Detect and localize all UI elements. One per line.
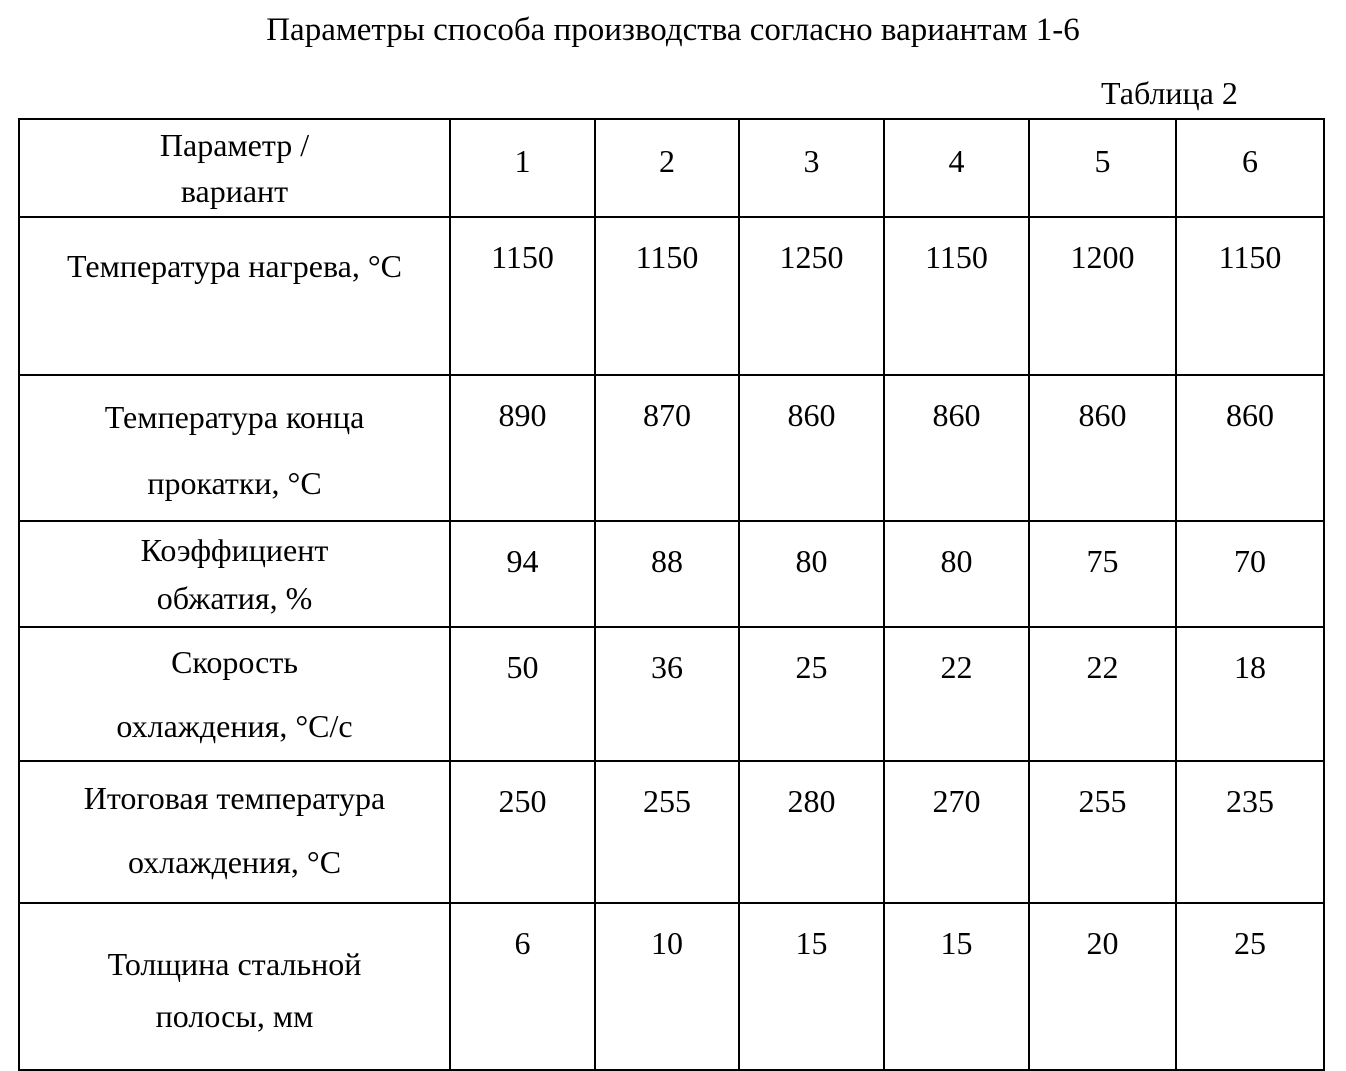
cell-value: 80: [795, 543, 828, 579]
cell-value: 1250: [779, 239, 844, 275]
row-label-line2: прокатки, °С: [147, 465, 322, 501]
value-cell: [739, 761, 884, 903]
table-row-cooling-rate: [19, 627, 1324, 761]
row-label-line2: охлаждения, °С: [127, 844, 342, 880]
value-cell: [450, 375, 595, 521]
row-label-cell: [19, 217, 450, 375]
header-variant-3: 3: [803, 143, 820, 179]
row-label-line1: Температура конца: [104, 399, 365, 435]
table-number-label: Таблица 2: [1101, 75, 1238, 111]
cell-value: 1150: [635, 239, 699, 275]
table-row-rolling-end-temperature: [19, 375, 1324, 521]
header-variant-cell: [1029, 119, 1176, 217]
value-cell: [595, 903, 739, 1070]
header-variant-1: 1: [514, 143, 531, 179]
cell-value: 255: [643, 783, 691, 819]
cell-value: 88: [651, 543, 683, 579]
cell-value: 18: [1234, 649, 1266, 685]
cell-value: 860: [787, 397, 836, 433]
value-cell: [595, 627, 739, 761]
value-cell: [884, 627, 1029, 761]
cell-value: 1150: [491, 239, 554, 275]
cell-value: 15: [795, 925, 828, 961]
value-cell: [1029, 627, 1176, 761]
value-cell: [450, 217, 595, 375]
cell-value: 36: [651, 649, 683, 685]
cell-value: 25: [1234, 925, 1266, 961]
cell-value: 50: [506, 649, 539, 685]
value-cell: [1029, 375, 1176, 521]
table-row-heating-temperature: [19, 217, 1324, 375]
header-variant-cell: [450, 119, 595, 217]
cell-value: 860: [1226, 397, 1274, 433]
value-cell: [884, 217, 1029, 375]
value-cell: [1029, 903, 1176, 1070]
value-cell: [1176, 217, 1324, 375]
header-row: [19, 119, 1324, 217]
document-title: Параметры способа производства согласно вариантам 1-6: [266, 12, 1080, 48]
row-label-line1: Температура нагрева, °С: [67, 248, 402, 284]
parameters-table: [18, 118, 1325, 1071]
cell-value: 6: [514, 925, 531, 961]
header-variant-2: 2: [659, 143, 675, 179]
cell-value: 250: [498, 783, 547, 819]
row-label-line1: Толщина стальной: [107, 946, 362, 982]
value-cell: [595, 761, 739, 903]
header-variant-4: 4: [948, 143, 965, 179]
cell-value: 15: [940, 925, 973, 961]
value-cell: [739, 903, 884, 1070]
header-param-line1: Параметр /: [159, 127, 310, 163]
cell-value: 280: [787, 783, 836, 819]
value-cell: [1176, 903, 1324, 1070]
value-cell: [595, 375, 739, 521]
row-label-line2: обжатия, %: [156, 580, 313, 616]
cell-value: 860: [932, 397, 981, 433]
table-row-final-cooling-temperature: [19, 761, 1324, 903]
table-row-reduction-ratio: [19, 521, 1324, 627]
cell-value: 70: [1234, 543, 1266, 579]
cell-value: 25: [795, 649, 828, 685]
header-variant-cell: [595, 119, 739, 217]
header-variant-5: 5: [1094, 143, 1111, 179]
cell-value: 1200: [1070, 239, 1135, 275]
cell-value: 80: [940, 543, 973, 579]
header-param-cell: [19, 119, 450, 217]
header-param-line2: вариант: [180, 173, 289, 209]
row-label-line1: Коэффициент: [140, 532, 329, 568]
cell-value: 235: [1226, 783, 1274, 819]
value-cell: [884, 761, 1029, 903]
row-label-cell: [19, 903, 450, 1070]
cell-value: 860: [1078, 397, 1127, 433]
value-cell: [1176, 761, 1324, 903]
row-label-line1: Скорость: [171, 644, 298, 680]
value-cell: [1176, 627, 1324, 761]
value-cell: [1029, 761, 1176, 903]
row-label-cell: [19, 627, 450, 761]
value-cell: [739, 217, 884, 375]
value-cell: [450, 627, 595, 761]
table-row-strip-thickness: [19, 903, 1324, 1070]
value-cell: [450, 761, 595, 903]
row-label-line2: полосы, мм: [155, 998, 314, 1034]
value-cell: [739, 521, 884, 627]
header-variant-cell: [884, 119, 1029, 217]
row-label-cell: [19, 375, 450, 521]
value-cell: [450, 521, 595, 627]
value-cell: [884, 375, 1029, 521]
value-cell: [1029, 217, 1176, 375]
cell-value: 10: [651, 925, 683, 961]
row-label-cell: [19, 761, 450, 903]
cell-value: 870: [643, 397, 691, 433]
value-cell: [884, 521, 1029, 627]
row-label-line2: охлаждения, °С/с: [116, 708, 353, 744]
value-cell: [1176, 521, 1324, 627]
value-cell: [595, 521, 739, 627]
row-label-line1: Итоговая температура: [83, 780, 386, 816]
cell-value: 890: [498, 397, 547, 433]
cell-value: 255: [1078, 783, 1127, 819]
value-cell: [595, 217, 739, 375]
header-variant-6: 6: [1242, 143, 1258, 179]
value-cell: [739, 375, 884, 521]
row-label-cell: [19, 521, 450, 627]
cell-value: 1150: [1218, 239, 1282, 275]
cell-value: 20: [1086, 925, 1119, 961]
cell-value: 22: [940, 649, 973, 685]
value-cell: [1029, 521, 1176, 627]
value-cell: [450, 903, 595, 1070]
value-cell: [884, 903, 1029, 1070]
cell-value: 270: [932, 783, 981, 819]
header-variant-cell: [1176, 119, 1324, 217]
cell-value: 1150: [925, 239, 988, 275]
cell-value: 75: [1086, 543, 1119, 579]
cell-value: 94: [506, 543, 539, 579]
value-cell: [739, 627, 884, 761]
header-variant-cell: [739, 119, 884, 217]
cell-value: 22: [1086, 649, 1119, 685]
value-cell: [1176, 375, 1324, 521]
